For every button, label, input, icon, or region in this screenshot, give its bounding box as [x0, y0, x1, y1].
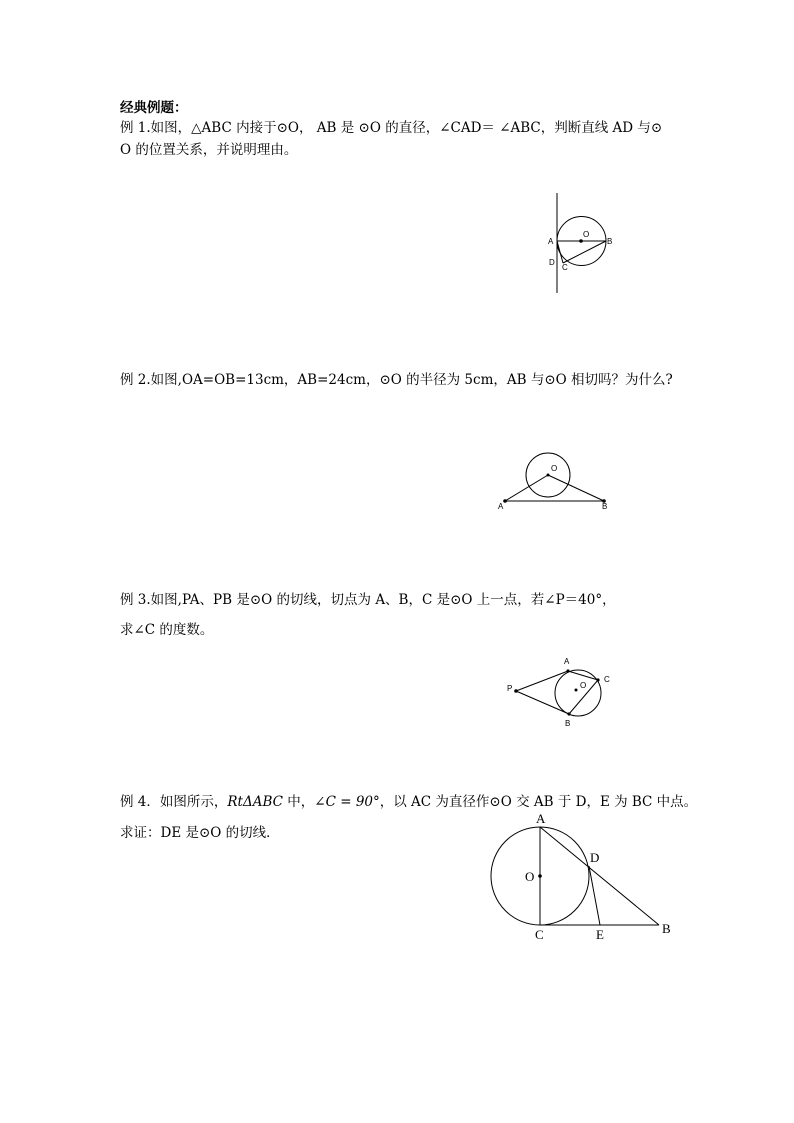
label-b: B — [602, 502, 608, 511]
example-4-suffix: ，以 AC 为直径作⊙O 交 AB 于 D，E 为 BC 中点。 — [379, 794, 698, 810]
segment-ob — [548, 475, 604, 501]
center-o-dot — [575, 689, 578, 692]
example-2-text-line1: 例 2.如图,OA=OB=13cm，AB=24cm，⊙O 的半径为 5cm，AB 与⊙O 相切吗？为什么? — [120, 372, 673, 388]
tangent-pa — [516, 671, 568, 691]
point-c-dot — [596, 678, 599, 681]
center-o-dot — [547, 474, 550, 477]
example-3-text-line2: 求∠C 的度数。 — [120, 622, 214, 638]
chord-ac — [557, 241, 563, 263]
example-1-figure — [540, 190, 620, 295]
point-a-dot — [503, 499, 507, 503]
label-a: A — [536, 811, 546, 826]
circle-o — [555, 670, 601, 716]
example-4-figure — [485, 808, 685, 943]
label-d: D — [549, 258, 555, 267]
point-p-dot — [514, 689, 518, 693]
center-o-dot — [579, 239, 583, 243]
label-b: B — [662, 921, 671, 936]
label-c: C — [535, 927, 544, 942]
example-1-text-line2: O 的位置关系，并说明理由。 — [120, 142, 298, 158]
example-4-prefix: 例 4．如图所示， — [120, 794, 228, 810]
point-a-dot — [566, 669, 569, 672]
example-4-triangle: RtΔABC — [227, 794, 283, 810]
label-a: A — [564, 657, 570, 666]
example-4-mid: 中， — [282, 794, 315, 810]
label-o: O — [583, 230, 590, 239]
label-o: O — [580, 681, 587, 690]
label-o: O — [551, 464, 558, 473]
label-c: C — [604, 675, 610, 684]
example-3-figure — [500, 650, 620, 735]
label-a: A — [498, 502, 504, 511]
example-4-text-line2: 求证：DE 是⊙O 的切线． — [120, 825, 280, 841]
label-c: C — [562, 263, 568, 272]
example-1-text-line1: 例 1.如图，△ABC 内接于⊙O， AB 是 ⊙O 的直径，∠CAD＝ ∠ABC，判断直线 AD 与⊙ — [120, 120, 663, 136]
center-o-dot — [538, 874, 542, 878]
point-b-dot — [567, 712, 570, 715]
tangent-pb — [516, 691, 569, 714]
label-b: B — [565, 719, 571, 728]
label-p: P — [507, 684, 513, 693]
label-e: E — [596, 927, 604, 942]
label-b: B — [607, 237, 613, 246]
hypotenuse-ab — [540, 827, 659, 925]
example-4-angle: ∠C = 90° — [314, 794, 380, 810]
example-3-text-line1: 例 3.如图,PA、PB 是⊙O 的切线，切点为 A、B，C 是⊙O 上一点，若∠P＝40°， — [120, 592, 616, 608]
chord-bc — [563, 241, 606, 263]
label-d: D — [590, 850, 600, 865]
example-2-figure — [495, 445, 615, 515]
label-a: A — [548, 237, 554, 246]
section-heading: 经典例题： — [120, 100, 188, 116]
label-o: O — [525, 869, 535, 884]
